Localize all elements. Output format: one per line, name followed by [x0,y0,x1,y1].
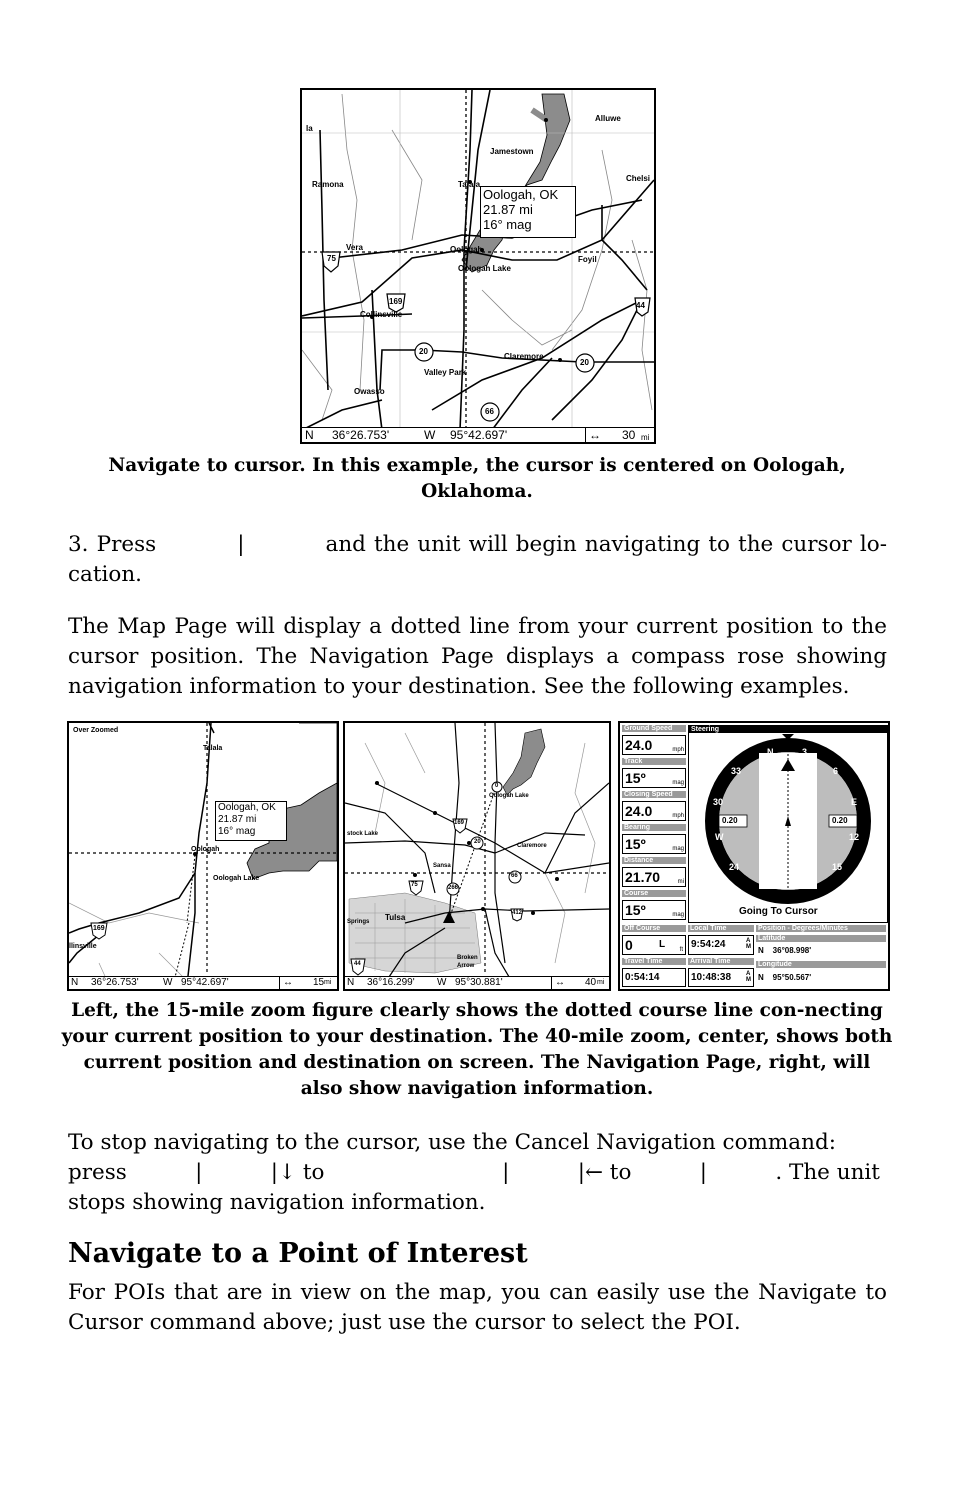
field-label: Course [622,890,686,897]
field-label: Closing Speed [622,791,686,798]
shield-label: 75 [327,254,336,263]
place-label: Vera [346,243,363,252]
zoom-unit: mi [324,979,332,986]
shield-label: 20 [474,839,481,845]
lon-hemisphere: W [437,977,447,988]
shield-label: 0 [495,783,499,789]
local-time-label: Local Time [688,925,754,932]
place-label: Valley Park [424,368,467,377]
lat-hemisphere: N [347,977,355,988]
shield-label: 169 [93,925,105,932]
popup-place: Oologah, OK [218,802,276,813]
shield-label: 44 [636,301,645,310]
paragraph-line: stops showing navigation information. [68,1190,486,1215]
place-label: la [306,124,313,133]
place-label: Alluwe [595,114,621,123]
shield-label: 169 [389,297,403,306]
popup-distance: 21.87 mi [483,202,533,217]
arrival-time-label: Arrival Time [688,958,754,965]
shield-label: 44 [354,961,361,967]
closing-speed-value: 24.0 [625,803,653,819]
field-unit: mag [672,846,684,852]
compass-21: 21 [765,881,776,891]
arrival-time-ampm: AM [746,971,751,983]
off-course-value: 0 [625,937,633,953]
steering-label: Steering [689,726,887,733]
shield-label: 66 [485,407,494,416]
place-label: Ramona [312,180,344,189]
shield-label: 20 [580,358,589,367]
xte-left-value: 0.20 [722,816,738,825]
track-value: 15º [625,770,646,786]
field-value [622,735,686,755]
map-screen-40mi [343,721,611,991]
xte-right-value: 0.20 [832,816,848,825]
step-3-paragraph: 3. Press | and the unit will begin navigating to the cursor lo-cation. [68,532,887,587]
lat-hemisphere: N [71,977,79,988]
place-label: Talala [458,180,481,189]
place-label: Collinsville [360,310,403,319]
zoom-range-icon: ↔ [585,428,601,442]
cursor-info-popup [215,801,287,841]
off-course-unit: ft [679,947,683,953]
map-screen-oologah [300,88,656,444]
map-status-bar [302,427,654,442]
compass-6: 6 [833,766,839,776]
zoom-value: 30 [622,428,636,442]
place-label: llinsville [69,943,97,950]
popup-place: Oologah, OK [483,187,559,202]
local-time-box [688,935,754,955]
local-time-value: 9:54:24 [691,939,726,950]
navigation-page-screen [618,721,890,991]
zoom-unit: mi [641,433,650,442]
popup-distance: 21.87 mi [218,814,257,825]
off-course-label: Off Course [622,925,686,932]
map-page-paragraph: The Map Page will display a dotted line from your current position to the cursor position. The Navigation Page displays a compass rose showing navigation information to your destination. See the following examples. [68,614,887,699]
latitude-readout: 36°26.753' [91,977,139,988]
place-label: Tulsa [385,913,406,922]
bearing-value: 15º [625,836,646,852]
place-label: Arrow [457,963,475,969]
shield-label: 169 [454,820,465,826]
shield-label: 412 [512,910,523,916]
zoom-value: 15 [313,977,325,988]
compass-24: 24 [729,862,740,872]
field-value [622,801,686,821]
map-status-bar [69,976,337,989]
place-label: Claremore [504,352,544,361]
map-graphic [345,723,609,989]
zoom-range-icon: ↔ [551,977,565,989]
latitude-readout: 36°16.299' [367,977,415,988]
latitude-readout: 36°26.753' [332,428,390,442]
compass-s: S [801,881,808,891]
shield-label: 20 [419,347,428,356]
place-label: Foyil [578,255,597,264]
figure-caption-2: Left, the 15-mile zoom figure clearly shows the dotted course line con-necting your current position to your destination. The 40-mile zoom, center, shows both current position and destination on screen. The Navigation Page, right, will also show navigation information. [61,1000,893,1099]
place-label: Talala [203,745,223,752]
zoom-range-icon: ↔ [279,977,293,989]
paragraph-line: To stop navigating to the cursor, use the Cancel Navigation command: [68,1130,836,1155]
place-label: Oologah [191,846,220,853]
compass-3: 3 [802,747,808,757]
travel-time-value: 0:54:14 [625,972,660,983]
compass-w: W [715,832,724,842]
nav-data-column [620,723,686,923]
steering-panel [688,725,888,923]
local-time-ampm: AM [746,938,751,950]
compass-15: 15 [832,862,843,872]
place-label: Oologah Lake [213,875,260,882]
field-unit: mag [672,912,684,918]
map-graphic [69,723,337,989]
place-label: Claremore [517,843,547,849]
longitude-readout: 95°30.881' [455,977,503,988]
field-unit: mph [672,813,684,819]
map-status-bar [345,976,609,989]
map-screen-15mi [67,721,339,991]
compass-e: E [851,797,858,807]
place-label: Broken [457,955,478,961]
travel-time-label: Travel Time [622,958,686,965]
going-to-cursor-label: Going To Cursor [739,906,818,917]
arrival-time-value: 10:48:38 [691,972,732,983]
shield-label: 66 [511,873,518,879]
place-label: Oologah [450,245,483,254]
distance-value: 21.70 [625,869,661,885]
shield-label: 266 [448,885,459,891]
compass-33: 33 [731,766,742,776]
place-label: Owasso [354,387,385,396]
compass-rose-graphic [689,726,887,922]
latitude-label: Latitude [756,935,886,942]
section-heading: Navigate to a Point of Interest [68,1238,528,1269]
arrival-time-box [688,968,754,987]
over-zoomed-label: Over Zoomed [73,727,119,734]
field-value [622,867,686,887]
cursor-info-popup [480,186,576,238]
poi-paragraph: For POIs that are in view on the map, you can easily use the Navigate to Cursor command above; just use the cursor to select the POI. [68,1280,887,1335]
field-unit: mi [677,879,684,885]
place-label: Sansa [433,863,451,869]
latitude-value: N 36°08.998' [758,946,812,955]
lon-hemisphere: W [424,428,436,442]
place-label: stock Lake [347,831,379,837]
course-value: 15º [625,902,646,918]
field-value [622,900,686,920]
zoom-unit: mi [597,979,605,986]
paragraph-line: press | |↓ to | |← to | . The unit [68,1160,880,1185]
position-label: Position - Degrees/Minutes [756,925,886,932]
place-label: Jamestown [490,147,534,156]
off-course-side: L [659,939,666,950]
field-unit: mph [672,747,684,753]
popup-bearing: 16° mag [483,217,532,232]
longitude-readout: 95°42.697' [450,428,508,442]
longitude-value: N 95°50.567' [758,973,812,982]
field-label: Track [622,758,686,765]
ground-speed-value: 24.0 [625,737,653,753]
field-value [622,768,686,788]
field-value [622,834,686,854]
popup-bearing: 16° mag [218,826,256,837]
figure-caption-1: Navigate to cursor. In this example, the cursor is centered on Oologah, Oklahoma. [108,455,846,502]
shield-label: 75 [411,882,418,888]
lon-hemisphere: W [163,977,173,988]
field-unit: mag [672,780,684,786]
compass-30: 30 [713,797,724,807]
longitude-readout: 95°42.697' [181,977,229,988]
lat-hemisphere: N [305,428,314,442]
longitude-label: Longitude [756,961,886,968]
travel-time-box [622,968,686,987]
field-label: Distance [622,857,686,864]
field-label: Ground Speed [622,725,686,732]
compass-12: 12 [849,832,860,842]
field-label: Bearing [622,824,686,831]
zoom-value: 40 [585,977,597,988]
compass-n: N [767,747,774,757]
place-label: Springs [347,919,370,925]
place-label: Oologah Lake [458,264,511,273]
place-label: Chelsi [626,174,651,183]
off-course-box [622,935,686,955]
cancel-navigation-paragraph [68,1128,887,1218]
place-label: Oologah Lake [489,793,529,799]
